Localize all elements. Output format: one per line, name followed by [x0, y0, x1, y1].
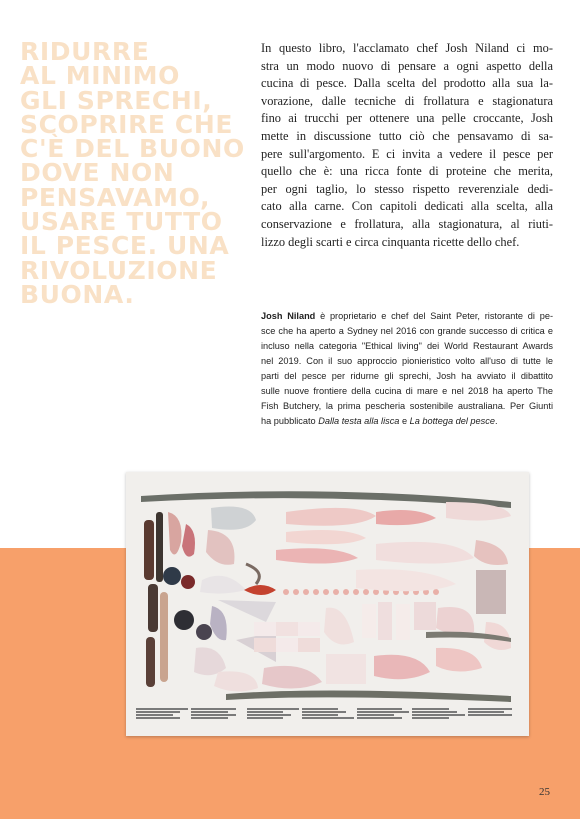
fish-steak: [276, 638, 298, 652]
fish-piece: [378, 602, 392, 640]
headline-line: DOVE NON: [20, 158, 175, 188]
headline-line: C'È DEL BUONO: [20, 134, 245, 164]
legend-entry: [357, 714, 394, 716]
intro-line: mette in discussione tutto ciò che pensavamo di sa-: [261, 128, 553, 143]
author-name: Josh Niland: [261, 311, 316, 321]
legend-column: [468, 708, 520, 732]
fish-piece: [196, 624, 212, 640]
fish-piece: [326, 654, 366, 684]
fish-steak: [298, 622, 320, 636]
fish-piece: [148, 584, 158, 632]
fish-piece: [144, 520, 154, 580]
fish-fillet: [474, 540, 508, 565]
fish-cuts-photo: [126, 472, 529, 736]
fish-steak: [298, 638, 320, 652]
legend-entry: [247, 714, 291, 716]
fish-heart: [181, 575, 195, 589]
legend-entry: [302, 708, 339, 710]
legend-entry: [357, 717, 401, 719]
legend-entry: [136, 714, 173, 716]
vertebra: [333, 589, 339, 595]
fish-piece: [174, 610, 194, 630]
vertebra: [283, 589, 289, 595]
fish-piece: [168, 512, 181, 555]
fish-piece: [262, 666, 322, 689]
fish-piece: [324, 608, 354, 645]
legend-column: [191, 708, 243, 732]
book-title: Dalla testa alla lisca: [318, 416, 400, 426]
legend-entry: [302, 711, 346, 713]
legend-entry: [191, 714, 235, 716]
vertebra: [323, 589, 329, 595]
legend-entry: [247, 711, 284, 713]
bio-line: [261, 309, 553, 324]
book-title: La bottega del pesce: [409, 416, 495, 426]
fish-fillet: [286, 530, 366, 544]
intro-line: stra un modo nuovo di pensare a ogni aspetto della: [261, 58, 553, 73]
intro-line: In questo libro, l'acclamato chef Josh Niland ci mo-: [261, 41, 553, 55]
bio-line: parti del pesce per ridurne gli sprechi, Josh ha avviato il dibattito: [261, 371, 553, 381]
fish-piece: [206, 530, 234, 565]
intro-line: lizzo degli scarti e circa cinquanta ricette dello chef.: [261, 234, 520, 249]
legend-entry: [247, 717, 284, 719]
intro-line: pere sull'argomento. E ci invita a vedere il pesce per: [261, 146, 553, 161]
legend-entry: [412, 708, 449, 710]
fish-fillet: [376, 510, 436, 525]
bio-line: Fish Butchery, la prima pescheria sostenibile australiana. Per Giunti: [261, 401, 553, 411]
fish-piece: [146, 637, 155, 687]
fish-steak: [254, 638, 276, 652]
legend-entry: [136, 711, 180, 713]
legend-entry: [357, 708, 401, 710]
headline-line: RIVOLUZIONE: [20, 255, 218, 285]
legend-entry: [191, 708, 235, 710]
fish-skin-strip: [226, 690, 511, 702]
legend-entry: [468, 708, 512, 710]
vertebra: [293, 589, 299, 595]
bio-line: sulle nuove frontiere della cucina di mare e nel 2018 ha aperto The: [261, 386, 553, 396]
fish-piece: [200, 576, 246, 594]
fish-piece: [374, 655, 430, 679]
fish-piece: [210, 606, 227, 640]
intro-line: quello che è: una ricca fonte di proteine che merita,: [261, 164, 553, 179]
legend-column: [136, 708, 188, 732]
fish-steak: [254, 622, 276, 636]
vertebra: [433, 589, 439, 595]
author-bio: [261, 309, 553, 429]
fish-fillet: [276, 548, 358, 563]
fish-cuts-illustration: [126, 472, 529, 736]
intro-paragraph: [261, 40, 553, 251]
bio-text: e: [399, 416, 410, 426]
legend-entry: [136, 708, 188, 710]
legend-entry: [357, 711, 409, 713]
fish-eye: [163, 567, 181, 585]
fish-fillet: [376, 542, 474, 564]
headline: [20, 37, 245, 309]
legend-entry: [247, 708, 299, 710]
headline-line: AL MINIMO: [20, 61, 180, 91]
bio-line: [261, 414, 553, 429]
fish-piece: [182, 524, 195, 557]
intro-line: cucina di pesce. Dalla scelta del prodotto alla sua la-: [261, 76, 553, 91]
fish-piece: [436, 648, 482, 672]
bio-text: ha pubblicato: [261, 416, 319, 426]
fish-piece: [218, 600, 276, 622]
fish-piece: [476, 570, 506, 614]
fish-piece: [156, 512, 163, 582]
legend-entry: [468, 714, 512, 716]
bio-text: è proprietario e chef del Saint Peter, ristorante di pe-: [315, 311, 553, 321]
headline-line: BUONA.: [20, 279, 135, 309]
intro-line: vorazione, dalle tecniche di frollatura e stagionatura: [261, 93, 553, 108]
vertebra: [343, 589, 349, 595]
legend-entry: [412, 717, 449, 719]
headline-line: SCOPRIRE CHE: [20, 109, 234, 139]
headline-line: IL PESCE. UNA: [20, 231, 230, 261]
legend-column: [247, 708, 299, 732]
headline-line: USARE TUTTO: [20, 207, 223, 237]
intro-line: conservazione e frollatura, alla stagionatura, al riuti-: [261, 216, 553, 231]
fish-fillet: [356, 569, 456, 591]
legend-entry: [302, 714, 339, 716]
legend-entry: [302, 717, 354, 719]
headline-line: GLI SPRECHI,: [20, 85, 213, 115]
legend-entry: [412, 711, 456, 713]
legend-entry: [191, 717, 228, 719]
vertebra: [303, 589, 309, 595]
legend-entry: [468, 711, 505, 713]
fish-piece: [160, 592, 168, 682]
fish-piece: [194, 647, 226, 675]
intro-line: fino ai trucchi per ottenere una pelle croccante, Josh: [261, 111, 553, 126]
intro-line: per ogni taglio, lo stesso rispetto reverenziale dedi-: [261, 181, 553, 196]
legend-column: [302, 708, 354, 732]
legend-entry: [136, 717, 180, 719]
headline-line: RIDURRE: [20, 37, 150, 66]
fish-piece: [396, 604, 410, 640]
fish-fillet: [286, 508, 376, 526]
bio-line: incluso nella categoria "Ethical living" dei World Restaurant Awards: [261, 341, 553, 351]
fish-piece: [246, 564, 259, 584]
intro-line: cato alla carne. Con capitoli dedicati alla scelta, alla: [261, 199, 553, 214]
vertebra: [363, 589, 369, 595]
legend-entry: [191, 711, 228, 713]
vertebra: [353, 589, 359, 595]
fish-piece: [362, 604, 376, 638]
fish-piece: [214, 671, 258, 691]
bio-text: .: [494, 416, 498, 426]
photo-legend: [136, 708, 520, 732]
fish-steak: [276, 622, 298, 636]
legend-column: [357, 708, 409, 732]
legend-column: [412, 708, 464, 732]
headline-line: PENSAVAMO,: [20, 182, 211, 212]
vertebra: [313, 589, 319, 595]
legend-entry: [412, 714, 464, 716]
fish-piece: [414, 602, 436, 630]
fish-piece: [436, 607, 474, 634]
page-number: 25: [539, 786, 550, 798]
bio-line: nel 2019. Con il suo approccio pionieristico volto all'uso di tutte le: [261, 356, 553, 366]
bio-line: sce che ha aperto a Sydney nel 2016 con grande successo di critica e: [261, 326, 553, 336]
fish-piece: [244, 585, 276, 595]
fish-piece: [211, 507, 256, 530]
